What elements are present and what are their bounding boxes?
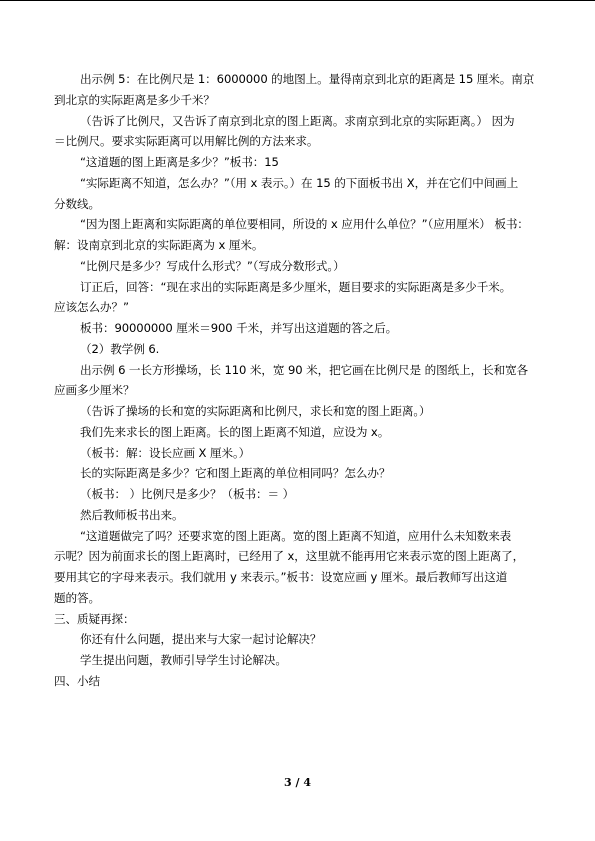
text-line: ＝比例尺。要求实际距离可以用解比例的方法来求。 bbox=[54, 134, 319, 149]
text-line: 订正后，回答：“现在求出的实际距离是多少厘米，题目要求的实际距离是多少千米。 bbox=[80, 279, 512, 294]
text-line: 三、质疑再探： bbox=[54, 611, 135, 626]
text-line: “因为图上距离和实际距离的单位要相同，所设的 x 应用什么单位？”（应用厘米） 板书： bbox=[80, 217, 529, 232]
text-line: “这道题的图上距离是多少？”板书：15 bbox=[80, 155, 279, 169]
text-line: （板书：解：设长应画 X 厘米。） bbox=[80, 445, 251, 460]
text-line: 到北京的实际距离是多少千米？ bbox=[54, 92, 215, 107]
text-line: 我们先来求长的图上距离。长的图上距离不知道，应设为 x。 bbox=[80, 424, 390, 439]
text-line: 然后教师板书出来。 bbox=[80, 507, 184, 522]
text-line: “实际距离不知道，怎么办？”（用 x 表示。）在 15 的下面板书出 X，并在它们中间画上 bbox=[80, 175, 519, 190]
text-line: 题的答。 bbox=[54, 590, 100, 605]
text-line: “比例尺是多少？写成什么形式？”（写成分数形式。） bbox=[80, 258, 345, 273]
text-line: 分数线。 bbox=[54, 196, 100, 211]
text-line: 应画多少厘米？ bbox=[54, 383, 135, 398]
text-line: 解：设南京到北京的实际距离为 x 厘米。 bbox=[54, 238, 264, 252]
text-line: 四、小结 bbox=[54, 673, 100, 688]
text-line: 长的实际距离是多少？它和图上距离的单位相同吗？怎么办？ bbox=[80, 466, 391, 481]
text-line: 学生提出问题，教师引导学生讨论解决。 bbox=[80, 653, 287, 667]
text-line: 板书：90000000 厘米＝900 千米，并写出这道题的答之后。 bbox=[80, 321, 398, 335]
text-line: （告诉了比例尺，又告诉了南京到北京的图上距离。求南京到北京的实际距离。） 因为 bbox=[80, 113, 515, 128]
text-line: “这道题做完了吗？还要求宽的图上距离。宽的图上距离不知道，应用什么未知数来表 bbox=[80, 528, 512, 543]
header-rule bbox=[0, 0, 595, 1]
text-line: 要用其它的字母来表示。我们就用 y 来表示。”板书：设宽应画 y 厘米。最后教师写出这道 bbox=[54, 570, 508, 584]
text-line: （2）教学例 6. bbox=[80, 341, 160, 356]
text-line: （告诉了操场的长和宽的实际距离和比例尺，求长和宽的图上距离。） bbox=[80, 404, 431, 418]
text-line: 应该怎么办？” bbox=[54, 300, 129, 315]
page-number: 3 / 4 bbox=[284, 776, 311, 789]
text-line: 你还有什么问题，提出来与大家一起讨论解决？ bbox=[80, 632, 322, 647]
text-line: （板书： ）比例尺是多少？（板书：＝ ） bbox=[80, 487, 295, 501]
text-line: 出示例 5：在比例尺是 1：6000000 的地图上。量得南京到北京的距离是 15 厘米。南京 bbox=[80, 72, 535, 86]
text-line: 出示例 6 一长方形操场，长 110 米，宽 90 米，把它画在比例尺是 的图纸上，长和宽各 bbox=[80, 362, 529, 377]
text-line: 示呢？因为前面求长的图上距离时，已经用了 x，这里就不能再用它来表示宽的图上距离了， bbox=[54, 549, 525, 564]
